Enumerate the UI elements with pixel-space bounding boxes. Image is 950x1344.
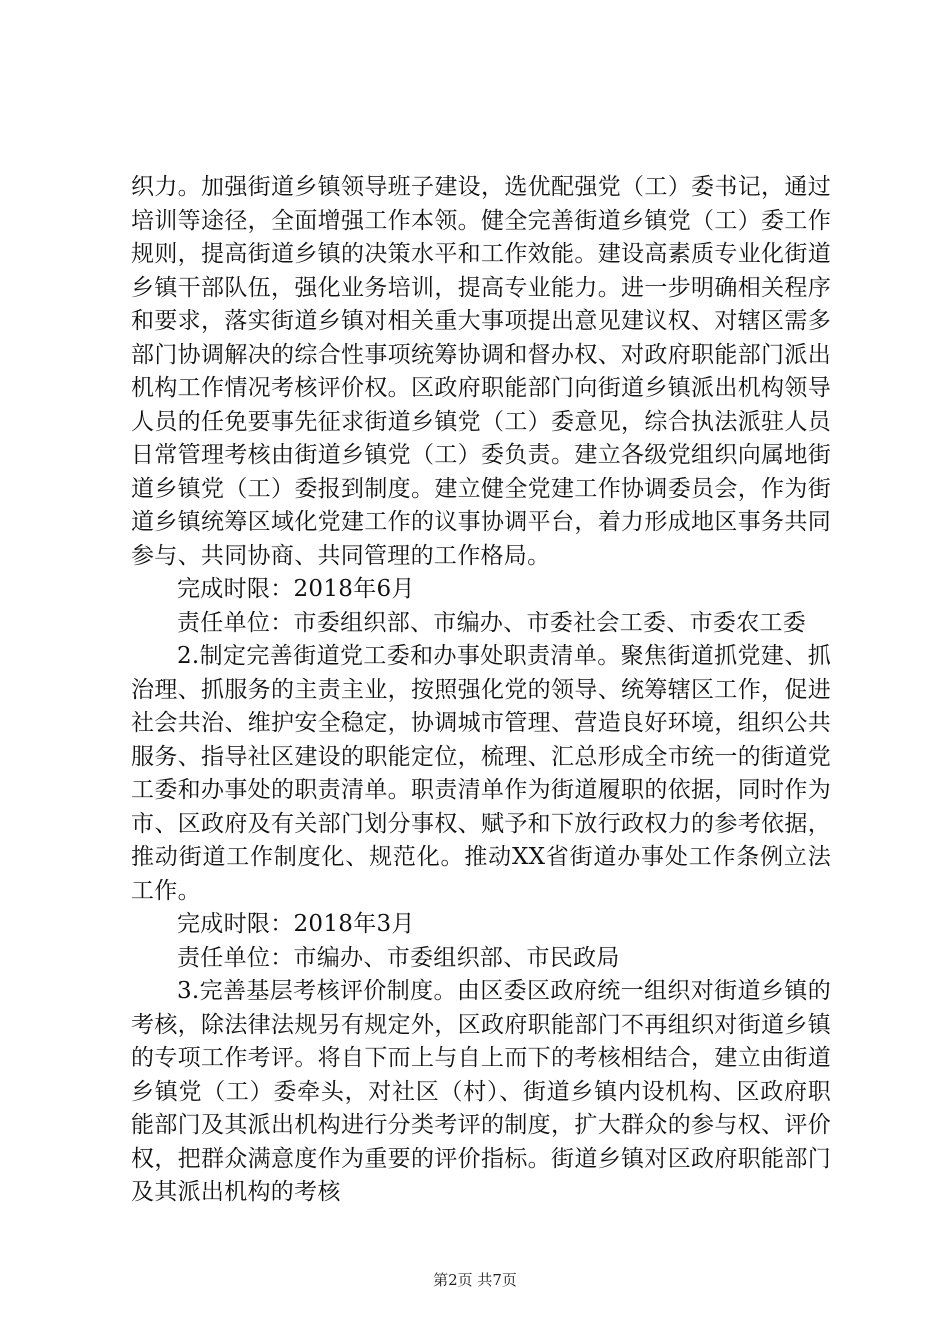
paragraph-continuation: 织力。加强街道乡镇领导班子建设，选优配强党（工）委书记，通过培训等途径，全面增强工作本领。健全完善街道乡镇党（工）委工作规则，提高街道乡镇的决策水平和工作效能。建设高素质专业化街道乡镇干部队伍，强化业务培训，提高专业能力。进一步明确相关程序和要求，落实街道乡镇对相关重大事项提出意见建议权、对辖区需多部门协调解决的综合性事项统筹协调和督办权、对政府职能部门派出机构工作情况考核评价权。区政府职能部门向街道乡镇派出机构领导人员的任免要事先征求街道乡镇党（工）委意见，综合执法派驻人员日常管理考核由街道乡镇党（工）委负责。建立各级党组织向属地街道乡镇党（工）委报到制度。建立健全党建工作协调委员会，作为街道乡镇统筹区域化党建工作的议事协调平台，着力形成地区事务共同参与、共同协商、共同管理的工作格局。	[131, 174, 831, 569]
deadline-line: 完成时限：2018年6月	[177, 576, 415, 602]
responsible-units-line: 责任单位：市编办、市委组织部、市民政局	[177, 944, 620, 971]
deadline-line: 完成时限：2018年3月	[177, 911, 415, 937]
responsible-units-line: 责任单位：市委组织部、市编办、市委社会工委、市委农工委	[177, 609, 807, 636]
item-3-paragraph: 3.完善基层考核评价制度。由区委区政府统一组织对街道乡镇的考核，除法律法规另有规定外，区政府职能部门不再组织对街道乡镇的专项工作考评。将自下而上与自上而下的考核相结合，建立由街道乡镇党（工）委牵头，对社区（村）、街道乡镇内设机构、区政府职能部门及其派出机构进行分类考评的制度，扩大群众的参与权、评价权，把群众满意度作为重要的评价指标。街道乡镇对区政府职能部门及其派出机构的考核	[131, 978, 831, 1205]
document-body	[131, 171, 831, 1210]
page-number-footer: 第2页 共7页	[433, 1271, 517, 1289]
item-2-paragraph: 2.制定完善街道党工委和办事处职责清单。聚焦街道抓党建、抓治理、抓服务的主责主业，按照强化党的领导、统筹辖区工作，促进社会共治、维护安全稳定，协调城市管理、营造良好环境，组织公共服务、指导社区建设的职能定位，梳理、汇总形成全市统一的街道党工委和办事处的职责清单。职责清单作为街道履职的依据，同时作为市、区政府及有关部门划分事权、赋予和下放行政权力的参考依据，推动街道工作制度化、规范化。推动XX省街道办事处工作条例立法工作。	[131, 643, 831, 904]
